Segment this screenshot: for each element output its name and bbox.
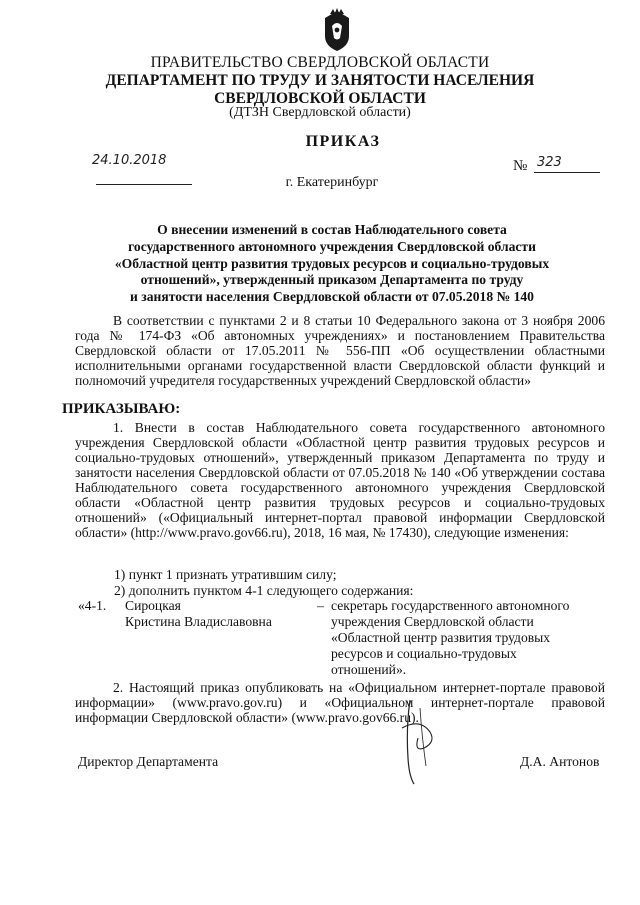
member-given-names: Кристина Владиславовна	[125, 614, 272, 629]
subject-line: «Областной центр развития трудовых ресурсов и социально-трудовых	[114, 255, 550, 271]
department-name-line2: СВЕРДЛОВСКОЙ ОБЛАСТИ	[214, 90, 426, 107]
member-surname: Сироцкая	[125, 598, 181, 613]
subpoint-1: 1) пункт 1 признать утратившим силу;	[114, 567, 337, 582]
order-directive: ПРИКАЗЫВАЮ:	[62, 401, 181, 417]
item-dash: –	[317, 598, 324, 613]
coat-of-arms-icon	[321, 8, 353, 52]
government-name: ПРАВИТЕЛЬСТВО СВЕРДЛОВСКОЙ ОБЛАСТИ	[150, 54, 490, 71]
department-name-line1: ДЕПАРТАМЕНТ ПО ТРУДУ И ЗАНЯТОСТИ НАСЕЛЕНИЯ	[105, 72, 535, 89]
subject-line: отношений», утвержденный приказом Департамента по труду	[140, 272, 524, 288]
order-date: 24.10.2018	[92, 153, 167, 168]
city: г. Екатеринбург	[285, 175, 379, 190]
document-title: ПРИКАЗ	[305, 133, 381, 150]
signatory-name: Д.А. Антонов	[520, 754, 600, 769]
point-2-paragraph: 2. Настоящий приказ опубликовать на «Официальном интернет-портале правовой информации» (www.pravo.gov.ru) и «Официальном интернет-портале правовой информации Свердловской области» (www.pravo.gov66.ru).	[75, 680, 605, 725]
subject-line: и занятости населения Свердловской области от 07.05.2018 № 140	[130, 289, 534, 305]
subject-line: О внесении изменений в состав Наблюдательного совета	[157, 222, 507, 237]
point-1-paragraph: 1. Внести в состав Наблюдательного совета государственного автономного учреждения Свердловской области «Областной центр развития трудовых ресурсов и социально-трудовых отношений», утвержденный приказом Департамента по труду и занятости населения Свердловской области от 07.05.2018 № 140 «Об утверждении состава Наблюдательного совета государственного автономного учреждения Свердловской области «Областной центр развития трудовых ресурсов и социально-трудовых отношений» («Официальный интернет-портал правовой информации Свердловской области» (http://www.pravo.gov66.ru), 2018, 16 мая, № 17430), следующие изменения:	[75, 420, 605, 540]
subpoint-2: 2) дополнить пунктом 4-1 следующего содержания:	[114, 583, 414, 598]
member-role: секретарь государственного автономного учреждения Свердловской области «Областной центр развития трудовых ресурсов и социально-трудовых отношений».	[331, 598, 570, 677]
handwritten-signature-icon	[380, 688, 460, 788]
signatory-title: Директор Департамента	[78, 754, 219, 769]
department-abbreviation: (ДТЗН Свердловской области)	[229, 105, 411, 120]
preamble-paragraph: В соответствии с пунктами 2 и 8 статьи 10 Федерального закона от 3 ноября 2006 года № 174-ФЗ «Об автономных учреждениях» и постановлением Правительства Свердловской области от 17.05.2011 № 556-ПП «Об осуществлении областными исполнительными органами государственной власти Свердловской области функций и полномочий учредителя государственных учреждений Свердловской области»	[75, 313, 605, 388]
order-number-label: №	[513, 158, 528, 174]
number-underline	[534, 172, 600, 173]
order-number: 323	[537, 155, 562, 170]
order-subject	[82, 222, 582, 306]
item-number: «4-1.	[78, 598, 107, 613]
subject-line: государственного автономного учреждения Свердловской области	[128, 238, 536, 254]
